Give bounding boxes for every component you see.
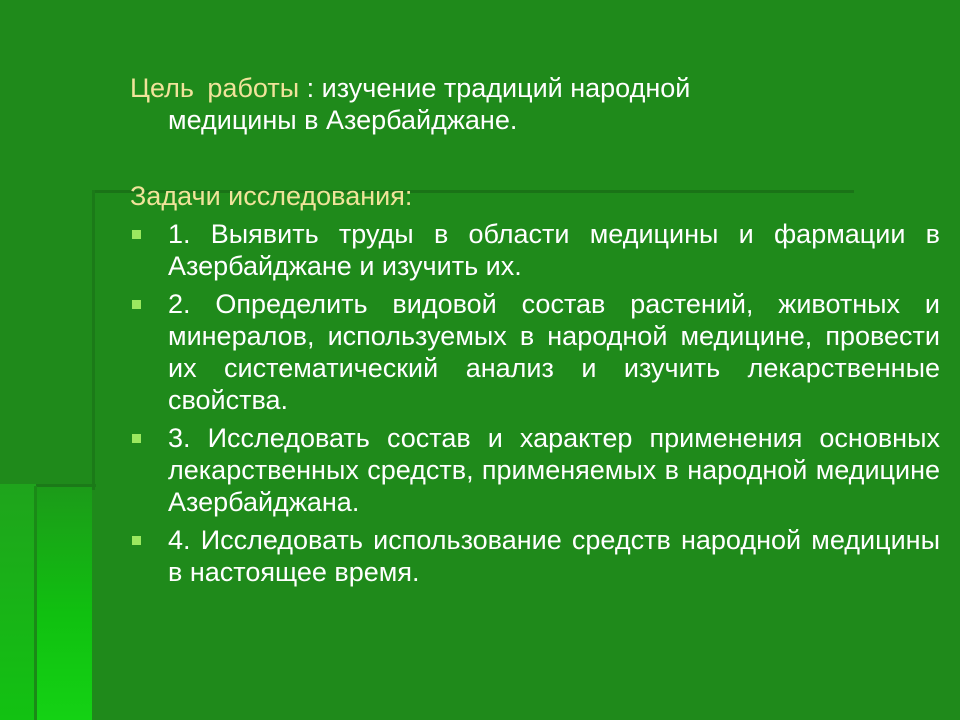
task-item: [130, 422, 940, 518]
decor-line: [36, 484, 96, 487]
task-text: 2. Определить видовой состав растений, животных и минералов, используемых в народной медицине, провести их систематический анализ и изучить лекарственные свойства.: [168, 289, 940, 415]
task-text: 3. Исследовать состав и характер применения основных лекарственных средств, применяемых в народной медицине Азербайджана.: [168, 423, 940, 517]
slide-content: [130, 72, 940, 594]
decor-line: [92, 190, 95, 490]
bullet-icon: [132, 300, 141, 309]
bullet-icon: [132, 230, 141, 239]
task-text: 4. Исследовать использование средств народной медицины в настоящее время.: [168, 525, 940, 587]
task-item: [130, 288, 940, 416]
goal-text: : изучение традиций народной: [299, 73, 691, 103]
bullet-icon: [132, 434, 141, 443]
goal-line-2: медицины в Азербайджане.: [168, 105, 518, 135]
task-item: [130, 524, 940, 588]
background-panel-inner: [0, 484, 36, 720]
goal-paragraph: [130, 72, 940, 136]
tasks-heading: Задачи исследования:: [130, 181, 413, 211]
goal-line-1: [130, 72, 940, 104]
decor-line: [34, 486, 37, 720]
task-list: [130, 218, 940, 588]
bullet-icon: [132, 536, 141, 545]
goal-label: Цель работы: [130, 73, 300, 103]
task-text: 1. Выявить труды в области медицины и фармации в Азербайджане и изучить их.: [168, 219, 940, 281]
task-item: [130, 218, 940, 282]
